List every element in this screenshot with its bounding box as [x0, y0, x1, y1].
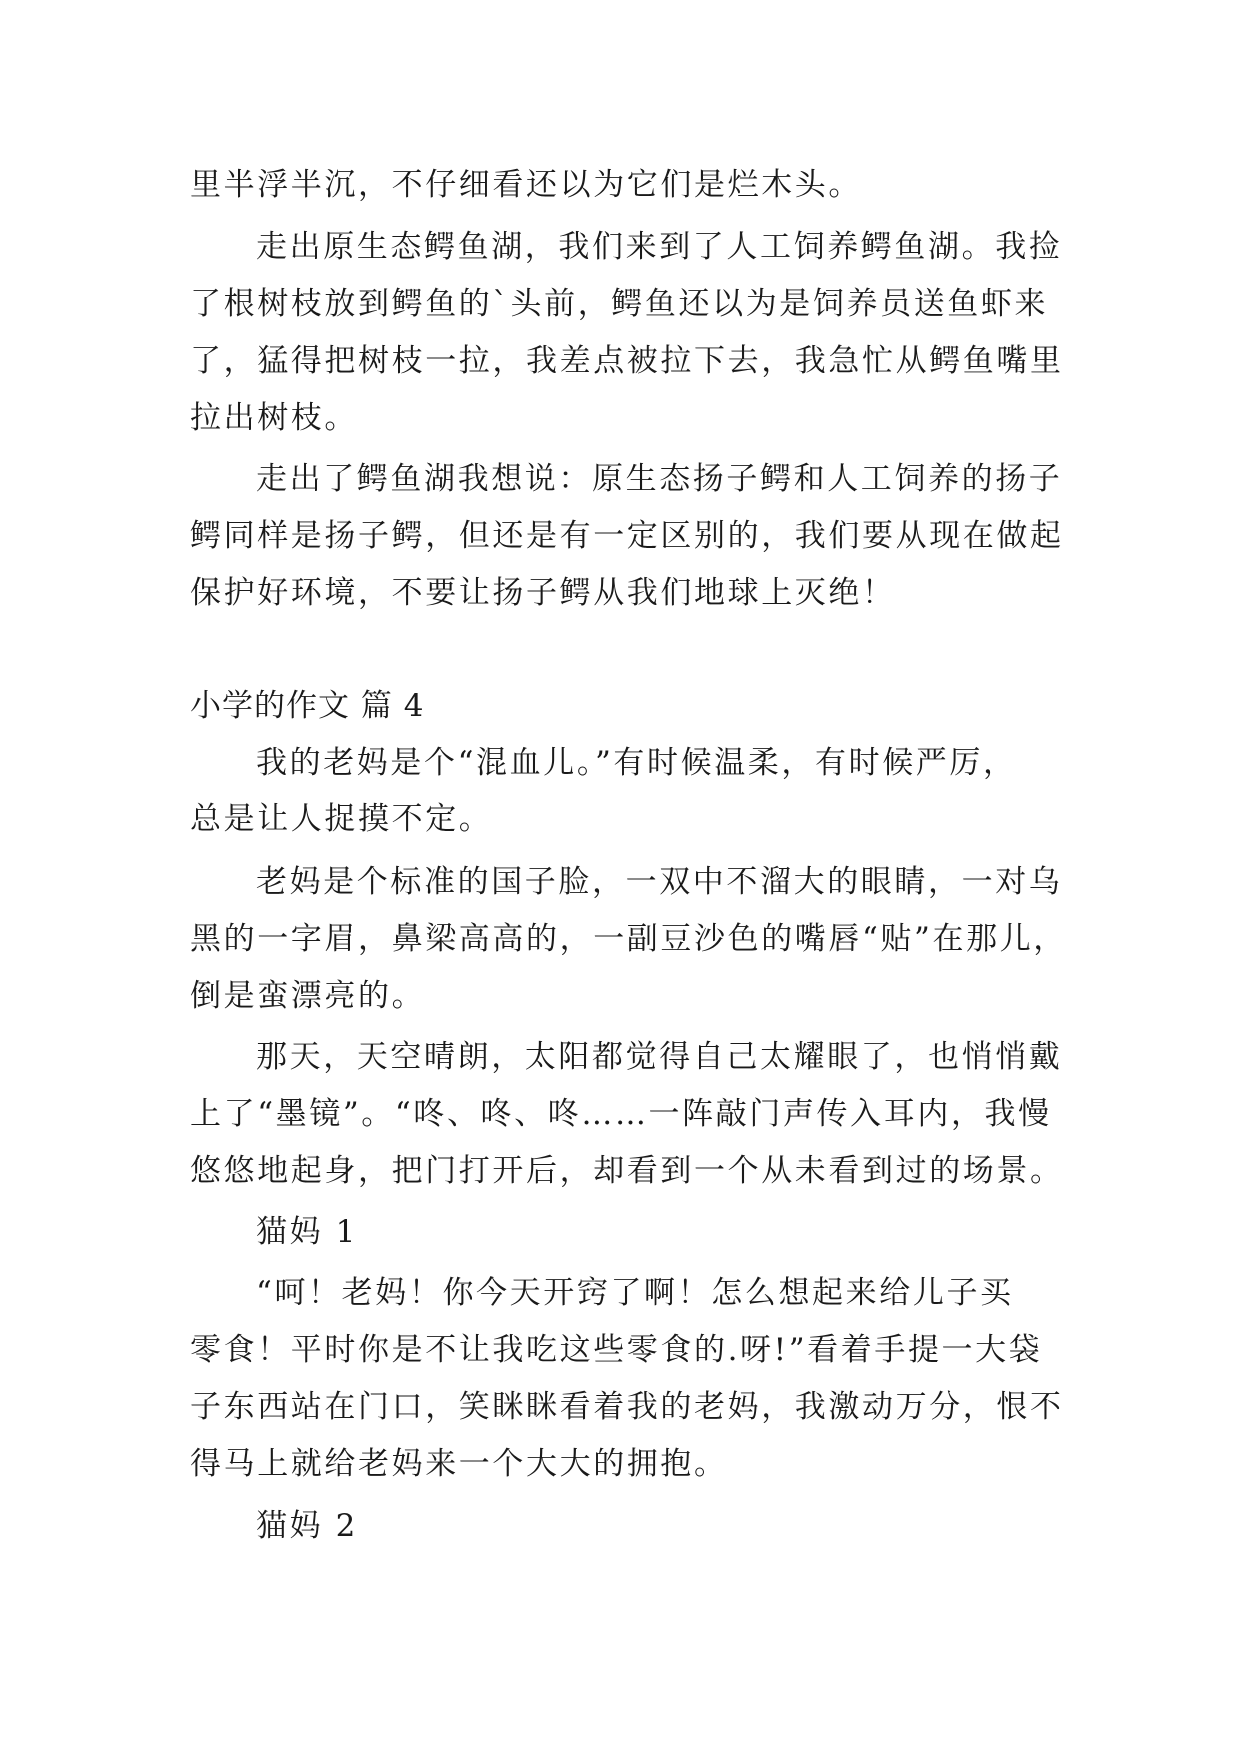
paragraph-line: 零食！平时你是不让我吃这些零食的.呀!”看着手提一大袋 — [190, 1332, 1043, 1368]
paragraph-line: 拉出树枝。 — [190, 400, 358, 436]
paragraph-line: 总是让人捉摸不定。 — [190, 801, 493, 837]
paragraph-line: 走出原生态鳄鱼湖，我们来到了人工饲养鳄鱼湖。我捡 — [256, 229, 1063, 265]
paragraph-line: 了根树枝放到鳄鱼的`头前，鳄鱼还以为是饲养员送鱼虾来 — [190, 286, 1049, 322]
paragraph-line: 保护好环境，不要让扬子鳄从我们地球上灭绝！ — [190, 575, 896, 611]
paragraph-line: 里半浮半沉，不仔细看还以为它们是烂木头。 — [190, 167, 862, 203]
subheading-line: 猫妈 1 — [256, 1214, 358, 1250]
subheading-line: 猫妈 2 — [256, 1508, 358, 1544]
paragraph-line: 上了“墨镜”。“咚、咚、咚……一阵敲门声传入耳内，我慢 — [190, 1096, 1052, 1132]
paragraph-line: 黑的一字眉，鼻梁高高的，一副豆沙色的嘴唇“贴”在那儿， — [190, 921, 1067, 957]
paragraph-line: 了，猛得把树枝一拉，我差点被拉下去，我急忙从鳄鱼嘴里 — [190, 343, 1064, 379]
paragraph-line: “呵！老妈！你今天开窍了啊！怎么想起来给儿子买 — [256, 1275, 1014, 1311]
section-heading: 小学的作文 篇 4 — [190, 688, 425, 724]
paragraph-line: 老妈是个标准的国子脸，一双中不溜大的眼睛，一对乌 — [256, 864, 1063, 900]
paragraph-line: 得马上就给老妈来一个大大的拥抱。 — [190, 1446, 728, 1482]
paragraph-line: 我的老妈是个“混血儿。”有时候温柔，有时候严厉， — [256, 745, 1017, 781]
paragraph-line: 那天，天空晴朗，太阳都觉得自己太耀眼了，也悄悄戴 — [256, 1039, 1063, 1075]
paragraph-line: 悠悠地起身，把门打开后，却看到一个从未看到过的场景。 — [190, 1153, 1064, 1189]
paragraph-line: 走出了鳄鱼湖我想说：原生态扬子鳄和人工饲养的扬子 — [256, 461, 1063, 497]
paragraph-line: 倒是蛮漂亮的。 — [190, 978, 426, 1014]
paragraph-line: 子东西站在门口，笑眯眯看着我的老妈，我激动万分，恨不 — [190, 1389, 1064, 1425]
paragraph-line: 鳄同样是扬子鳄，但还是有一定区别的，我们要从现在做起 — [190, 518, 1064, 554]
